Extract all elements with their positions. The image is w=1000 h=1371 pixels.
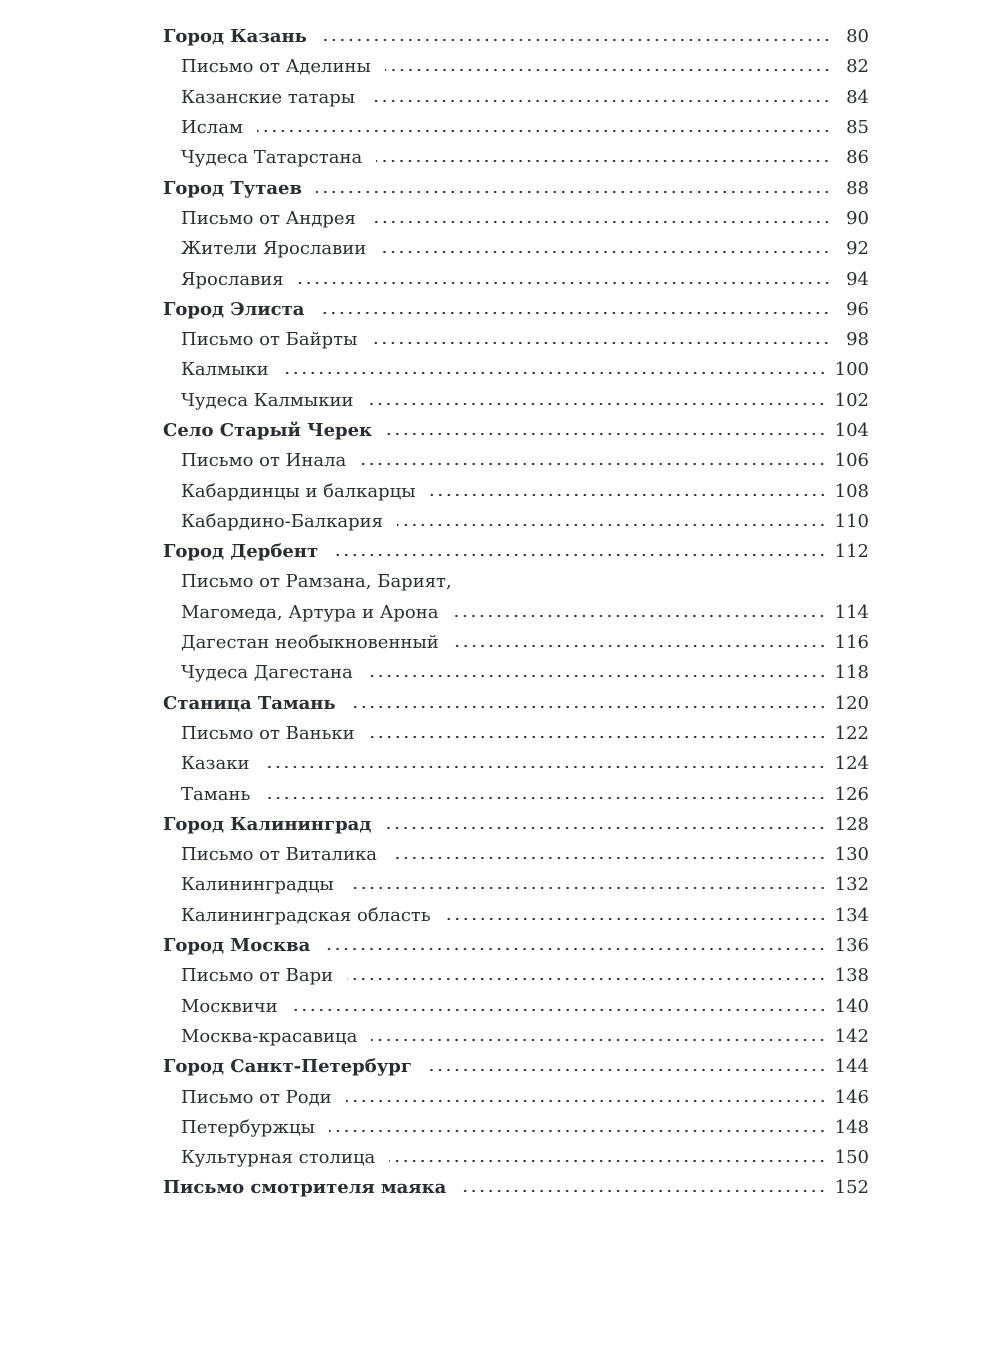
toc-entry-title: Дагестан необыкновенный bbox=[181, 632, 439, 654]
toc-entry-title: Письмо от Виталика bbox=[181, 844, 377, 866]
toc-section-entry[interactable] bbox=[163, 1173, 869, 1203]
toc-entry-title: Город Элиста bbox=[163, 298, 305, 320]
dot-leader bbox=[298, 281, 831, 285]
dot-leader bbox=[350, 705, 827, 709]
dot-leader bbox=[397, 523, 827, 527]
dot-leader bbox=[263, 765, 826, 769]
toc-entry-title: Кабардинцы и балкарцы bbox=[181, 480, 416, 502]
toc-page-number: 144 bbox=[834, 1056, 869, 1078]
toc-page-number: 146 bbox=[834, 1086, 869, 1108]
toc-subentry[interactable] bbox=[163, 83, 869, 113]
toc-subentry[interactable] bbox=[163, 1082, 869, 1112]
toc-page-number: 114 bbox=[834, 601, 869, 623]
toc-entry-title: Жители Ярославии bbox=[181, 238, 367, 260]
toc-subentry[interactable] bbox=[163, 264, 869, 294]
toc-entry-title: Станица Тамань bbox=[163, 692, 336, 714]
toc-subentry[interactable] bbox=[163, 113, 869, 143]
toc-subentry[interactable] bbox=[163, 749, 869, 779]
toc-page-number: 94 bbox=[846, 268, 869, 290]
dot-leader bbox=[283, 371, 827, 375]
toc-subentry[interactable] bbox=[163, 779, 869, 809]
toc-section-entry[interactable] bbox=[163, 173, 869, 203]
toc-entry-title: Город Дербент bbox=[163, 541, 319, 563]
toc-entry-title: Калининградская область bbox=[181, 904, 431, 926]
toc-page-number: 124 bbox=[834, 753, 869, 775]
dot-leader bbox=[264, 796, 826, 800]
table-of-contents bbox=[163, 22, 869, 1204]
dot-leader bbox=[321, 38, 831, 42]
toc-entry-title: Москва-красавица bbox=[181, 1025, 358, 1047]
toc-subentry[interactable] bbox=[163, 325, 869, 355]
toc-page-number: 84 bbox=[846, 86, 869, 108]
toc-entry-title: Петербуржцы bbox=[181, 1116, 315, 1138]
toc-section-entry[interactable] bbox=[163, 416, 869, 446]
toc-subentry[interactable] bbox=[163, 598, 869, 628]
toc-entry-title: Ислам bbox=[181, 117, 243, 139]
toc-subentry[interactable] bbox=[163, 870, 869, 900]
toc-entry-title: Город Москва bbox=[163, 935, 311, 957]
toc-section-entry[interactable] bbox=[163, 1052, 869, 1082]
dot-leader bbox=[360, 462, 826, 466]
toc-subentry[interactable] bbox=[163, 1022, 869, 1052]
toc-entry-title: Калмыки bbox=[181, 359, 269, 381]
toc-entry-title: Письмо от Аделины bbox=[181, 56, 371, 78]
toc-entry-title: Письмо от Рамзана, Барият, bbox=[181, 571, 452, 593]
toc-entry-title: Казаки bbox=[181, 753, 250, 775]
dot-leader bbox=[466, 583, 831, 587]
toc-subentry[interactable] bbox=[163, 840, 869, 870]
toc-page-number: 126 bbox=[834, 783, 869, 805]
toc-subentry[interactable] bbox=[163, 901, 869, 931]
dot-leader bbox=[453, 644, 827, 648]
toc-entry-title: Культурная столица bbox=[181, 1147, 376, 1169]
toc-subentry[interactable] bbox=[163, 204, 869, 234]
toc-page-number: 112 bbox=[834, 541, 869, 563]
toc-page-number: 152 bbox=[834, 1177, 869, 1199]
toc-page-number: 86 bbox=[846, 147, 869, 169]
toc-subentry[interactable] bbox=[163, 992, 869, 1022]
toc-subentry[interactable] bbox=[163, 476, 869, 506]
dot-leader bbox=[346, 1099, 827, 1103]
toc-page-number: 150 bbox=[834, 1147, 869, 1169]
toc-entry-title: Калининградцы bbox=[181, 874, 334, 896]
dot-leader bbox=[367, 674, 827, 678]
dot-leader bbox=[426, 1068, 827, 1072]
toc-entry-title: Чудеса Дагестана bbox=[181, 662, 353, 684]
dot-leader bbox=[369, 735, 827, 739]
toc-subentry[interactable] bbox=[163, 961, 869, 991]
dot-leader bbox=[452, 614, 826, 618]
toc-page-number: 82 bbox=[846, 56, 869, 78]
dot-leader bbox=[389, 1159, 826, 1163]
toc-subentry[interactable] bbox=[163, 446, 869, 476]
dot-leader bbox=[257, 129, 831, 133]
dot-leader bbox=[385, 68, 831, 72]
toc-entry-title: Письмо от Байрты bbox=[181, 329, 358, 351]
toc-page-number: 116 bbox=[834, 632, 869, 654]
dot-leader bbox=[370, 220, 831, 224]
toc-page-number: 88 bbox=[846, 177, 869, 199]
dot-leader bbox=[324, 947, 826, 951]
toc-page-number: 128 bbox=[834, 813, 869, 835]
toc-subentry[interactable] bbox=[163, 719, 869, 749]
dot-leader bbox=[385, 826, 826, 830]
toc-entry-title: Казанские татары bbox=[181, 86, 356, 108]
dot-leader bbox=[347, 977, 827, 981]
toc-entry-title: Магомеда, Артура и Арона bbox=[181, 601, 439, 623]
toc-page-number: 148 bbox=[834, 1116, 869, 1138]
dot-leader bbox=[329, 1129, 827, 1133]
toc-entry-title: Ярославия bbox=[181, 268, 284, 290]
dot-leader bbox=[391, 856, 827, 860]
toc-subentry[interactable] bbox=[163, 658, 869, 688]
toc-page-number: 132 bbox=[834, 874, 869, 896]
toc-section-entry[interactable] bbox=[163, 689, 869, 719]
toc-page-number: 98 bbox=[846, 329, 869, 351]
toc-page-number: 138 bbox=[834, 965, 869, 987]
dot-leader bbox=[348, 886, 827, 890]
toc-page-number: 118 bbox=[834, 662, 869, 684]
toc-subentry[interactable] bbox=[163, 628, 869, 658]
toc-section-entry[interactable] bbox=[163, 295, 869, 325]
toc-page-number: 134 bbox=[834, 904, 869, 926]
toc-page-number: 96 bbox=[846, 298, 869, 320]
toc-entry-title: Письмо от Ваньки bbox=[181, 722, 355, 744]
toc-page-number: 104 bbox=[834, 420, 869, 441]
toc-page-number: 136 bbox=[834, 935, 869, 957]
toc-page-number: 110 bbox=[834, 510, 869, 532]
toc-entry-title: Кабардино-Балкария bbox=[181, 510, 383, 532]
toc-entry-title: Город Санкт-Петербург bbox=[163, 1056, 412, 1078]
dot-leader bbox=[371, 1038, 826, 1042]
toc-subentry[interactable] bbox=[163, 1143, 869, 1173]
toc-entry-title: Москвичи bbox=[181, 995, 278, 1017]
toc-subentry[interactable] bbox=[163, 52, 869, 82]
dot-leader bbox=[316, 190, 831, 194]
toc-entry-title: Город Казань bbox=[163, 26, 307, 48]
toc-subentry[interactable] bbox=[163, 567, 869, 597]
toc-subentry[interactable] bbox=[163, 386, 869, 416]
toc-page-number: 122 bbox=[834, 722, 869, 744]
toc-entry-title: Чудеса Калмыкии bbox=[181, 389, 354, 411]
dot-leader bbox=[430, 493, 827, 497]
toc-subentry[interactable] bbox=[163, 1113, 869, 1143]
toc-subentry[interactable] bbox=[163, 143, 869, 173]
toc-entry-title: Чудеса Татарстана bbox=[181, 147, 363, 169]
dot-leader bbox=[376, 159, 831, 163]
dot-leader bbox=[460, 1189, 826, 1193]
toc-page-number: 102 bbox=[834, 389, 869, 411]
toc-section-entry[interactable] bbox=[163, 537, 869, 567]
dot-leader bbox=[445, 917, 827, 921]
toc-page-number: 106 bbox=[834, 450, 869, 472]
dot-leader bbox=[371, 341, 831, 345]
toc-entry-title: Письмо от Инала bbox=[181, 450, 347, 472]
toc-page-number: 90 bbox=[846, 207, 869, 229]
toc-section-entry[interactable] bbox=[163, 810, 869, 840]
toc-entry-title: Тамань bbox=[181, 783, 251, 805]
dot-leader bbox=[380, 250, 831, 254]
toc-page-number: 108 bbox=[834, 480, 869, 502]
toc-page-number: 140 bbox=[834, 995, 869, 1017]
toc-entry-title: Город Калининград bbox=[163, 813, 372, 835]
toc-subentry[interactable] bbox=[163, 234, 869, 264]
toc-page-number: 130 bbox=[834, 844, 869, 866]
toc-entry-title: Письмо от Андрея bbox=[181, 207, 356, 229]
toc-entry-title: Село Старый Черек bbox=[163, 420, 373, 441]
toc-page-number: 92 bbox=[846, 238, 869, 260]
toc-page-number: 80 bbox=[846, 26, 869, 48]
dot-leader bbox=[369, 99, 831, 103]
dot-leader bbox=[367, 402, 826, 406]
dot-leader bbox=[292, 1008, 827, 1012]
toc-page-number: 100 bbox=[834, 359, 869, 381]
toc-page-number: 142 bbox=[834, 1025, 869, 1047]
dot-leader bbox=[332, 553, 827, 557]
toc-subentry[interactable] bbox=[163, 507, 869, 537]
dot-leader bbox=[386, 432, 827, 436]
toc-entry-title: Письмо от Роди bbox=[181, 1086, 332, 1108]
dot-leader bbox=[318, 311, 831, 315]
toc-subentry[interactable] bbox=[163, 355, 869, 385]
toc-page-number: 85 bbox=[846, 117, 869, 139]
toc-page-number: 120 bbox=[834, 692, 869, 714]
toc-section-entry[interactable] bbox=[163, 22, 869, 52]
toc-entry-title: Город Тутаев bbox=[163, 177, 302, 199]
toc-section-entry[interactable] bbox=[163, 931, 869, 961]
toc-entry-title: Письмо смотрителя маяка bbox=[163, 1177, 447, 1199]
toc-entry-title: Письмо от Вари bbox=[181, 965, 334, 987]
